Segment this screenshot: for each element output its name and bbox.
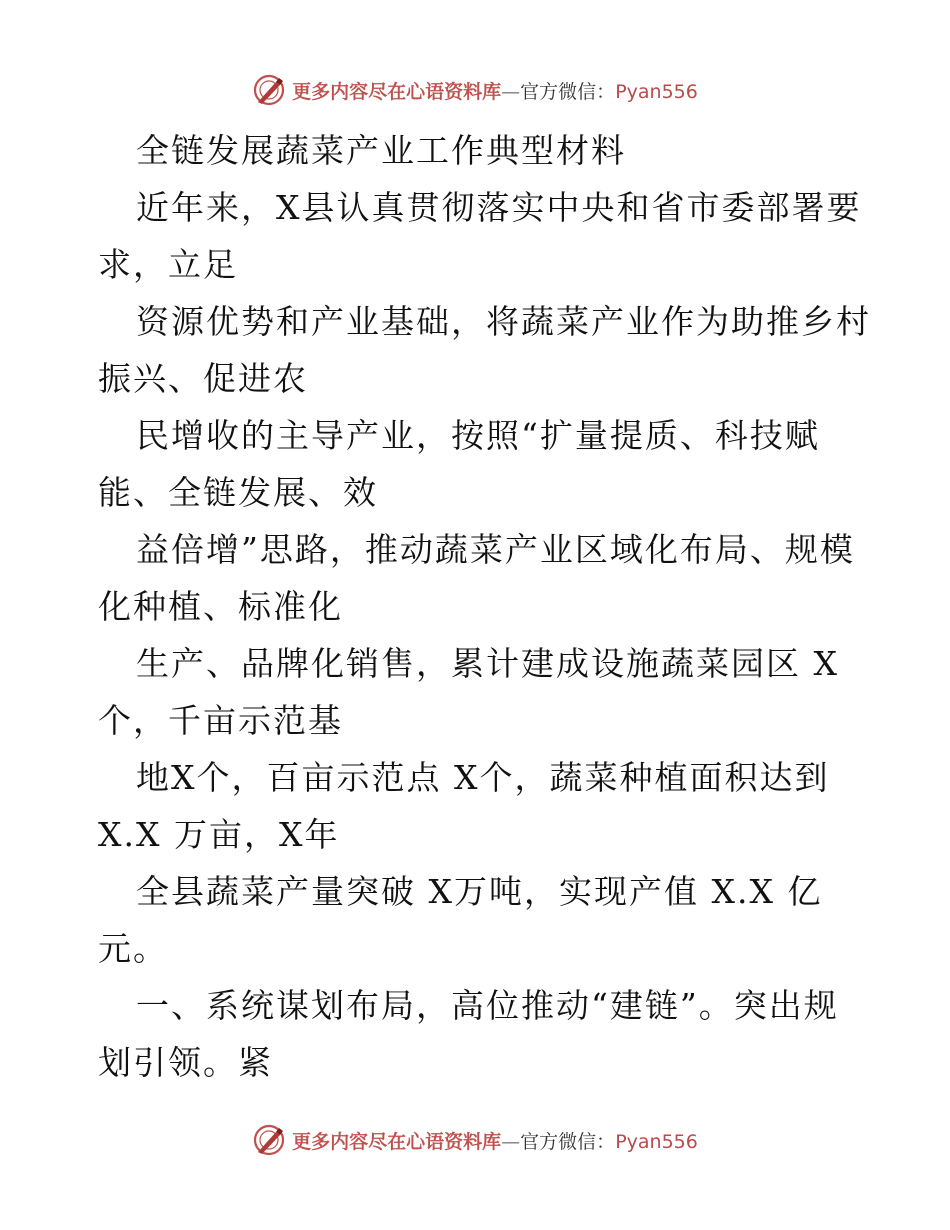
footer-banner xyxy=(0,1120,950,1160)
paragraph-line: 个，千亩示范基 xyxy=(98,701,343,740)
paragraph-line: 元。 xyxy=(98,929,168,968)
header-wechat-label: 官方微信： xyxy=(520,80,616,103)
paragraph-line: 振兴、促进农 xyxy=(98,359,308,398)
header-banner xyxy=(0,70,950,110)
paragraph-line: 近年来，X县认真贯彻落实中央和省市委部署要 xyxy=(136,188,862,227)
pen-logo-icon xyxy=(252,1123,286,1157)
document-body xyxy=(98,122,871,1091)
document-title: 全链发展蔬菜产业工作典型材料 xyxy=(136,131,626,170)
paragraph-line: 益倍增”思路，推动蔬菜产业区域化布局、规模 xyxy=(136,530,855,569)
paragraph-line: 化种植、标准化 xyxy=(98,587,343,626)
footer-wechat-id: Pyan556 xyxy=(615,1130,698,1153)
pen-logo-icon xyxy=(252,73,286,107)
header-dash: — xyxy=(501,80,521,103)
paragraph-line: 全县蔬菜产量突破 X万吨，实现产值 X.X 亿 xyxy=(136,872,823,911)
paragraph-line: 求，立足 xyxy=(98,245,238,284)
header-promo-text: 更多内容尽在心语资料库 xyxy=(292,80,502,103)
paragraph-line: 生产、品牌化销售，累计建成设施蔬菜园区 X xyxy=(136,644,839,683)
header-banner-inner xyxy=(252,73,698,107)
footer-dash: — xyxy=(501,1130,521,1153)
paragraph-line: X.X 万亩，X年 xyxy=(98,815,340,854)
paragraph-line: 能、全链发展、效 xyxy=(98,473,378,512)
header-banner-text xyxy=(292,77,698,104)
paragraph-line: 地X个，百亩示范点 X个，蔬菜种植面积达到 xyxy=(136,758,830,797)
paragraph-line: 划引领。紧 xyxy=(98,1043,273,1082)
header-wechat-id: Pyan556 xyxy=(615,80,698,103)
paragraph-line: 资源优势和产业基础，将蔬菜产业作为助推乡村 xyxy=(136,302,871,341)
paragraph-line: 民增收的主导产业，按照“扩量提质、科技赋 xyxy=(136,416,820,455)
footer-banner-text xyxy=(292,1127,698,1154)
paragraph-line: 一、系统谋划布局，高位推动“建链”。突出规 xyxy=(136,986,839,1025)
footer-banner-inner xyxy=(252,1123,698,1157)
footer-wechat-label: 官方微信： xyxy=(520,1130,616,1153)
footer-promo-text: 更多内容尽在心语资料库 xyxy=(292,1130,502,1153)
